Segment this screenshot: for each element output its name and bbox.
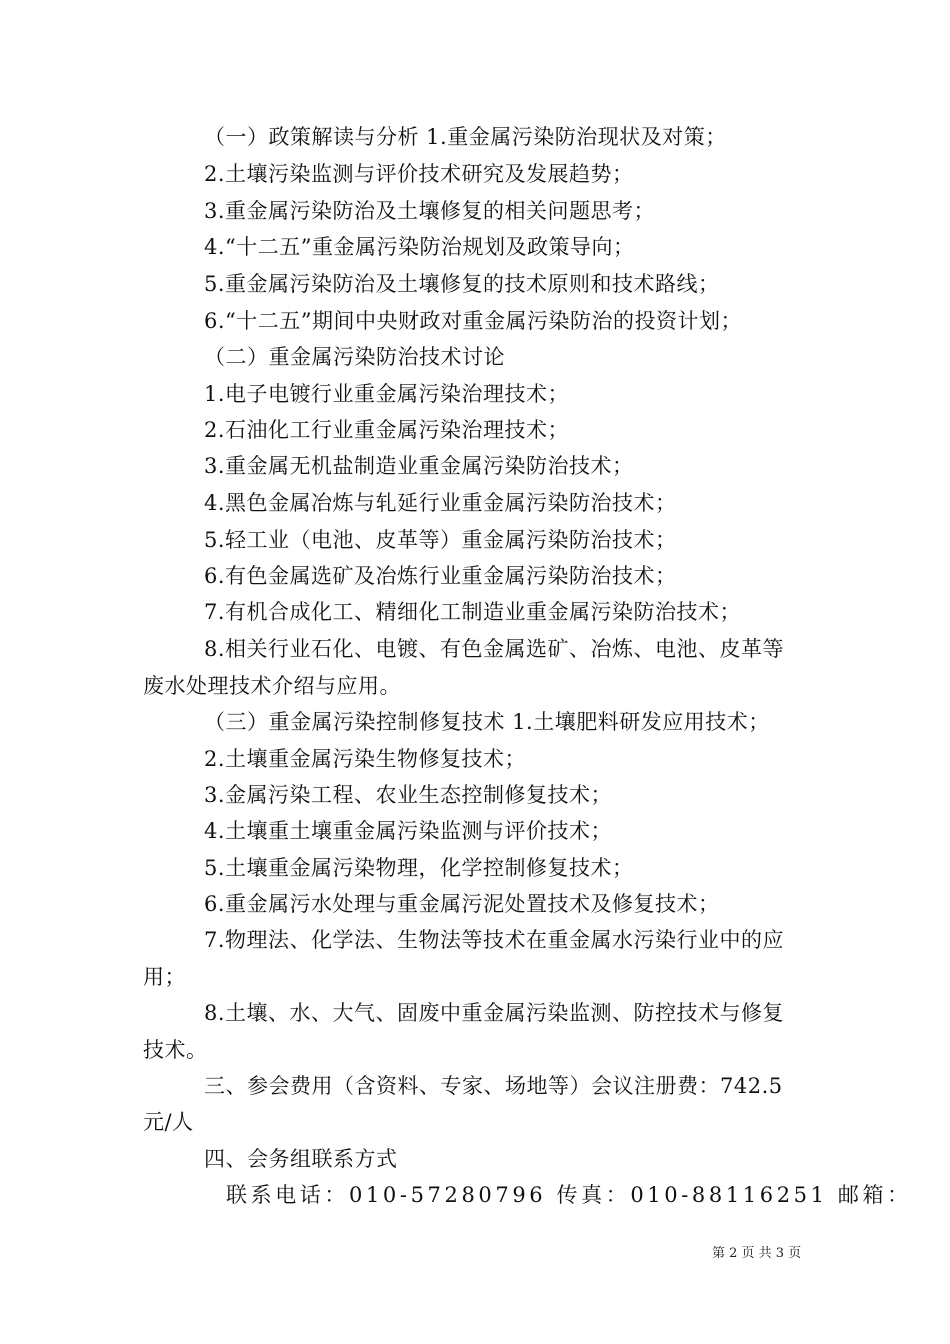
section-3-heading-line: （三）重金属污染控制修复技术 1.土壤肥料研发应用技术； — [204, 710, 770, 734]
section-2-item-8-line-2: 废水处理技术介绍与应用。 — [143, 674, 401, 698]
section-1-item-4: 4.“十二五”重金属污染防治规划及政策导向； — [204, 235, 635, 259]
section-1-item-3: 3.重金属污染防治及土壤修复的相关问题思考； — [204, 199, 656, 223]
section-1-heading-line: （一）政策解读与分析 1.重金属污染防治现状及对策； — [204, 125, 727, 149]
section-3-item-7-line-1: 7.物理法、化学法、生物法等技术在重金属水污染行业中的应 — [204, 928, 785, 952]
section-2-item-5: 5.轻工业（电池、皮革等）重金属污染防治技术； — [204, 528, 677, 552]
section-2-heading: （二）重金属污染防治技术讨论 — [204, 345, 505, 369]
section-3-item-7-line-2: 用； — [143, 965, 186, 989]
section-2-item-8-line-1: 8.相关行业石化、电镀、有色金属选矿、冶炼、电池、皮革等 — [204, 637, 785, 661]
section-2-item-7: 7.有机合成化工、精细化工制造业重金属污染防治技术； — [204, 600, 742, 624]
section-3-item-5: 5.土壤重金属污染物理，化学控制修复技术； — [204, 856, 634, 880]
section-3-item-6: 6.重金属污水处理与重金属污泥处置技术及修复技术； — [204, 892, 720, 916]
section-3-item-4: 4.土壤重土壤重金属污染监测与评价技术； — [204, 819, 613, 843]
section-1-item-5: 5.重金属污染防治及土壤修复的技术原则和技术路线； — [204, 272, 720, 296]
section-1-item-6: 6.“十二五”期间中央财政对重金属污染防治的投资计划； — [204, 309, 743, 333]
fee-line-2: 元/人 — [143, 1110, 194, 1134]
contact-details: 联系电话：010-57280796 传真：010-88116251 邮箱： — [226, 1183, 912, 1207]
section-2-item-2: 2.石油化工行业重金属污染治理技术； — [204, 418, 570, 442]
section-3-item-8-line-1: 8.土壤、水、大气、固废中重金属污染监测、防控技术与修复 — [204, 1001, 785, 1025]
section-3-item-2: 2.土壤重金属污染生物修复技术； — [204, 747, 527, 771]
section-2-item-3: 3.重金属无机盐制造业重金属污染防治技术； — [204, 454, 634, 478]
section-2-item-1: 1.电子电镀行业重金属污染治理技术； — [204, 382, 570, 406]
fee-line-1: 三、参会费用（含资料、专家、场地等）会议注册费：742.5 — [204, 1074, 783, 1098]
page-number: 第 2 页 共 3 页 — [712, 1246, 802, 1261]
section-2-item-4: 4.黑色金属冶炼与轧延行业重金属污染防治技术； — [204, 491, 677, 515]
contact-heading: 四、会务组联系方式 — [204, 1147, 398, 1171]
section-2-item-6: 6.有色金属选矿及冶炼行业重金属污染防治技术； — [204, 564, 677, 588]
section-3-item-8-line-2: 技术。 — [143, 1038, 208, 1062]
section-1-item-2: 2.土壤污染监测与评价技术研究及发展趋势； — [204, 162, 634, 186]
section-3-item-3: 3.金属污染工程、农业生态控制修复技术； — [204, 783, 613, 807]
